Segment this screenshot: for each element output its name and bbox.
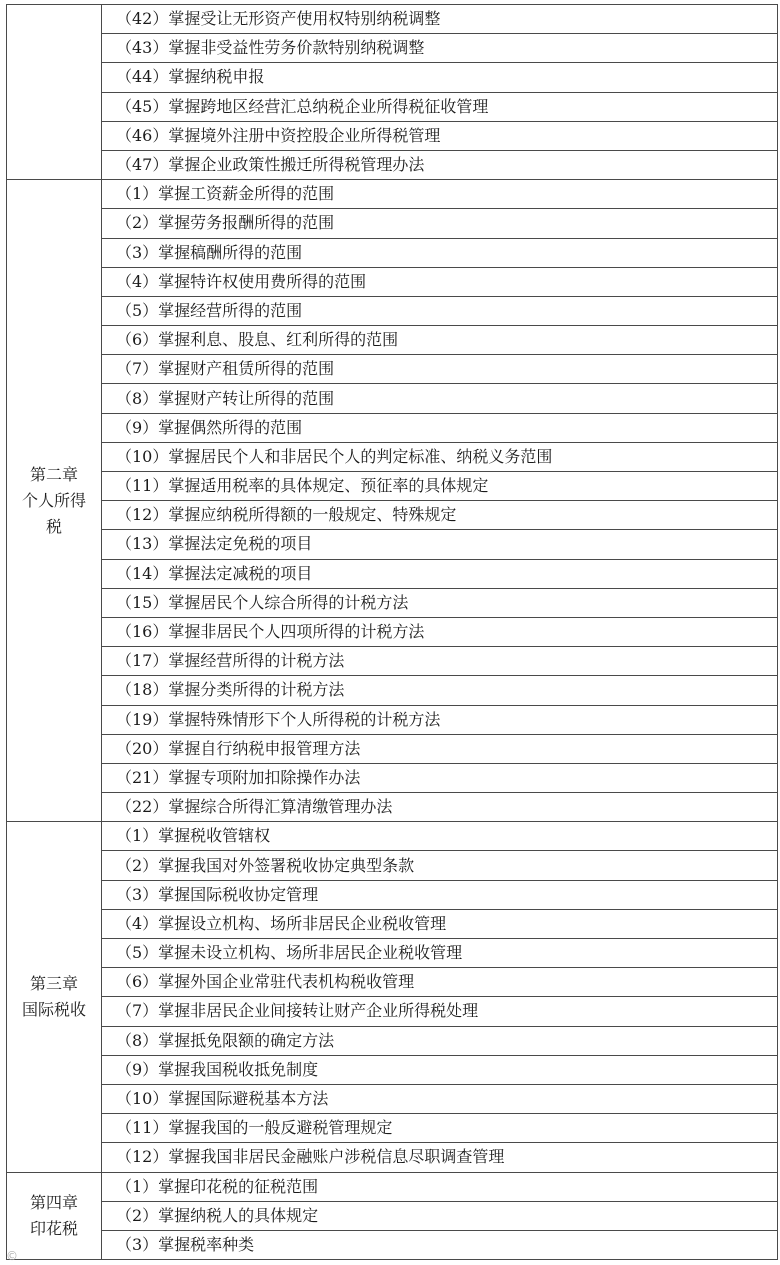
- item-cell: （20）掌握自行纳税申报管理方法: [102, 734, 778, 763]
- item-cell: （45）掌握跨地区经营汇总纳税企业所得税征收管理: [102, 92, 778, 121]
- item-cell: （2）掌握劳务报酬所得的范围: [102, 209, 778, 238]
- item-cell: （2）掌握纳税人的具体规定: [102, 1201, 778, 1230]
- table-row: [7, 1026, 778, 1055]
- table-row: [7, 209, 778, 238]
- corner-mark: ©: [6, 1249, 18, 1263]
- table-row: [7, 734, 778, 763]
- item-cell: （46）掌握境外注册中资控股企业所得税管理: [102, 121, 778, 150]
- table-row: [7, 530, 778, 559]
- table-row: [7, 355, 778, 384]
- item-cell: （42）掌握受让无形资产使用权特别纳税调整: [102, 5, 778, 34]
- table-row: [7, 296, 778, 325]
- item-cell: （1）掌握印花税的征税范围: [102, 1172, 778, 1201]
- table-row: [7, 909, 778, 938]
- item-cell: （47）掌握企业政策性搬迁所得税管理办法: [102, 150, 778, 179]
- item-cell: （13）掌握法定免税的项目: [102, 530, 778, 559]
- chapter-label-line: 税: [45, 516, 62, 536]
- item-cell: （9）掌握我国税收抵免制度: [102, 1055, 778, 1084]
- table-row: [7, 968, 778, 997]
- chapter-cell: [7, 822, 102, 1172]
- item-cell: （2）掌握我国对外签署税收协定典型条款: [102, 851, 778, 880]
- item-cell: （19）掌握特殊情形下个人所得税的计税方法: [102, 705, 778, 734]
- table-row: [7, 559, 778, 588]
- syllabus-table: [6, 4, 778, 1260]
- table-row: [7, 705, 778, 734]
- table-row: [7, 384, 778, 413]
- item-cell: （6）掌握利息、股息、红利所得的范围: [102, 326, 778, 355]
- item-cell: （12）掌握应纳税所得额的一般规定、特殊规定: [102, 501, 778, 530]
- item-cell: （8）掌握财产转让所得的范围: [102, 384, 778, 413]
- item-cell: （8）掌握抵免限额的确定方法: [102, 1026, 778, 1055]
- item-cell: （1）掌握工资薪金所得的范围: [102, 180, 778, 209]
- table-row: [7, 822, 778, 851]
- chapter-label-line: 第四章: [29, 1192, 78, 1212]
- item-cell: （4）掌握设立机构、场所非居民企业税收管理: [102, 909, 778, 938]
- table-row: [7, 150, 778, 179]
- item-cell: （5）掌握经营所得的范围: [102, 296, 778, 325]
- table-row: [7, 267, 778, 296]
- table-row: [7, 1143, 778, 1172]
- item-cell: （12）掌握我国非居民金融账户涉税信息尽职调查管理: [102, 1143, 778, 1172]
- table-row: [7, 676, 778, 705]
- item-cell: （9）掌握偶然所得的范围: [102, 413, 778, 442]
- item-cell: （43）掌握非受益性劳务价款特别纳税调整: [102, 34, 778, 63]
- item-cell: （3）掌握税率种类: [102, 1230, 778, 1259]
- table-row: [7, 442, 778, 471]
- table-row: [7, 880, 778, 909]
- chapter-label-line: 印花税: [29, 1218, 78, 1238]
- table-row: [7, 1172, 778, 1201]
- item-cell: （5）掌握未设立机构、场所非居民企业税收管理: [102, 939, 778, 968]
- item-cell: （7）掌握财产租赁所得的范围: [102, 355, 778, 384]
- table-row: [7, 1201, 778, 1230]
- item-cell: （17）掌握经营所得的计税方法: [102, 647, 778, 676]
- item-cell: （11）掌握适用税率的具体规定、预征率的具体规定: [102, 472, 778, 501]
- table-row: [7, 588, 778, 617]
- item-cell: （15）掌握居民个人综合所得的计税方法: [102, 588, 778, 617]
- chapter-cell: [7, 1172, 102, 1260]
- item-cell: （18）掌握分类所得的计税方法: [102, 676, 778, 705]
- table-row: [7, 1114, 778, 1143]
- table-row: [7, 617, 778, 646]
- item-cell: （6）掌握外国企业常驻代表机构税收管理: [102, 968, 778, 997]
- table-row: [7, 238, 778, 267]
- table-row: [7, 472, 778, 501]
- table-row: [7, 413, 778, 442]
- chapter-label-line: 第三章: [29, 973, 78, 993]
- item-cell: （10）掌握居民个人和非居民个人的判定标准、纳税义务范围: [102, 442, 778, 471]
- item-cell: （4）掌握特许权使用费所得的范围: [102, 267, 778, 296]
- table-row: [7, 326, 778, 355]
- table-row: [7, 121, 778, 150]
- item-cell: （3）掌握稿酬所得的范围: [102, 238, 778, 267]
- table-row: [7, 63, 778, 92]
- table-row: [7, 1055, 778, 1084]
- table-row: [7, 763, 778, 792]
- syllabus-table-body: [7, 5, 778, 1260]
- item-cell: （10）掌握国际避税基本方法: [102, 1084, 778, 1113]
- table-row: [7, 1084, 778, 1113]
- item-cell: （3）掌握国际税收协定管理: [102, 880, 778, 909]
- chapter-label-line: 个人所得: [21, 490, 86, 510]
- table-row: [7, 939, 778, 968]
- item-cell: （7）掌握非居民企业间接转让财产企业所得税处理: [102, 997, 778, 1026]
- item-cell: （1）掌握税收管辖权: [102, 822, 778, 851]
- chapter-label-line: 第二章: [29, 464, 78, 484]
- item-cell: （11）掌握我国的一般反避税管理规定: [102, 1114, 778, 1143]
- item-cell: （16）掌握非居民个人四项所得的计税方法: [102, 617, 778, 646]
- table-row: [7, 647, 778, 676]
- item-cell: （44）掌握纳税申报: [102, 63, 778, 92]
- item-cell: （14）掌握法定减税的项目: [102, 559, 778, 588]
- chapter-cell: [7, 5, 102, 180]
- chapter-label-line: 国际税收: [21, 999, 86, 1019]
- table-row: [7, 1230, 778, 1259]
- table-row: [7, 34, 778, 63]
- table-row: [7, 501, 778, 530]
- table-row: [7, 851, 778, 880]
- item-cell: （21）掌握专项附加扣除操作办法: [102, 763, 778, 792]
- chapter-cell: [7, 180, 102, 822]
- table-row: [7, 180, 778, 209]
- table-row: [7, 5, 778, 34]
- item-cell: （22）掌握综合所得汇算清缴管理办法: [102, 793, 778, 822]
- table-row: [7, 92, 778, 121]
- table-row: [7, 793, 778, 822]
- table-row: [7, 997, 778, 1026]
